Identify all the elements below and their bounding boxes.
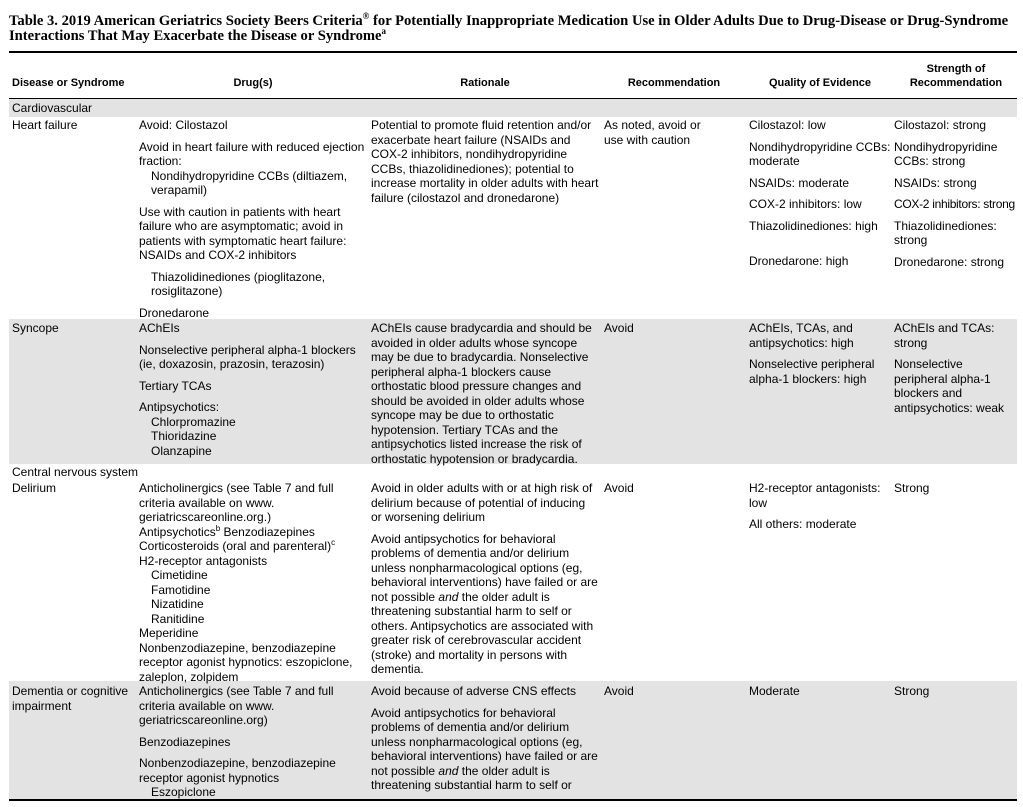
row-hf-disease: Heart failure	[12, 118, 78, 132]
drug-item: Dronedarone	[139, 305, 210, 320]
row-delirium-disease: Delirium	[12, 481, 57, 495]
section-band-cardiovascular	[9, 99, 1017, 117]
row-syncope-quality: AChEIs, TCAs, and antipsychotics: high Nonselective peripheral alpha-1 blockers: high	[749, 321, 875, 386]
row-hf-quality: Cilostazol: low Nondihydropyridine CCBs: moderate NSAIDs: moderate COX-2 inhibitors: low Thiazolidinediones: high Dronedarone: high	[749, 118, 891, 268]
table-caption: Table 3. 2019 American Geriatrics Society Beers Criteria® for Potentially Inappropriate Medication Use in Older Adults Due to Drug-Disease or Drug-Syndrome Interactions That May Exacerbate the Disease or Syndrome$^a$	[9, 11, 1009, 44]
table-top-rule	[9, 51, 1017, 53]
row-delirium-rationale: Avoid in older adults with or at high risk of delirium because of potential of inducing or worsening delirium Avoid antipsychotics for behavioral problems of dementia and/or delirium unless nonpharmacological options (eg, behavioral interventions) have failed or are not possible and the older adult is threatening substantial harm to self or others. Antipsychotics are associated with greater risk of cerebrovascular accident (stroke) and mortality in persons with dementia.	[371, 481, 598, 676]
row-hf-rationale: Potential to promote fluid retention and/or exacerbate heart failure (NSAIDs and COX-2 inhibitors, nondihydropyridine CCBs, thiazolidinediones); potential to increase mortality in older adults with heart failure (cilostazol and dronedarone)	[371, 118, 599, 205]
header-rationale: Rationale	[460, 77, 510, 89]
row-dementia-strength: Strong	[894, 684, 930, 698]
row-hf-recommendation: As noted, avoid or use with caution	[604, 118, 701, 147]
row-syncope-rationale: AChEIs cause bradycardia and should be avoided in older adults whose syncope may be due to bradycardia. Nonselective peripheral alpha-1 blockers cause orthostatic blood pressure changes and should be avoided in older adults whose syncope may be due to orthostatic hypotension. Tertiary TCAs and the antipsychotics listed increase the risk of orthostatic hypotension or bradycardia.	[371, 321, 592, 466]
drug-item: Avoid: Cilostazol	[139, 118, 228, 132]
row-hf-strength: Cilostazol: strong Nondihydropyridine CCBs: strong NSAIDs: strong COX-2 inhibitors: strong Thiazolidinediones: strong Dronedarone: strong	[894, 118, 1015, 269]
drug-item: Avoid in heart failure with reduced ejection fraction:	[139, 139, 365, 168]
row-syncope-disease: Syncope	[12, 321, 59, 335]
section-cardiovascular: Cardiovascular	[12, 101, 93, 115]
row-delirium-recommendation: Avoid	[604, 481, 634, 495]
row-dementia-disease: Dementia or cognitive impairment	[12, 684, 129, 713]
header-drugs: Drug(s)	[233, 77, 273, 89]
row-syncope-recommendation: Avoid	[604, 321, 634, 335]
row-hf-drugs	[139, 118, 367, 327]
header-recommendation: Recommendation	[627, 77, 721, 89]
row-delirium-quality: H2-receptor antagonists: low All others: moderate	[749, 481, 881, 531]
drug-item: Thiazolidinediones (pioglitazone, rosiglitazone)	[151, 269, 326, 298]
header-quality: Quality of Evidence	[768, 77, 872, 89]
row-delirium-drugs: Anticholinergics (see Table 7 and full criteria available on www. geriatricscareonline.org.) Antipsychotics$^b$ Benzodiazepines Corticosteroids (oral and parenteral)$^c$ H2-receptor antagonists Cimetidine Famotidine Nizatidine Ranitidine Meperidine Nonbenzodiazepine, benzodiazepine receptor agonist hypnotics: eszopiclone, zaleplon, zolpidem	[139, 481, 353, 684]
table-bottom-rule	[9, 799, 1017, 801]
header-disease: Disease or Syndrome	[12, 77, 125, 89]
row-syncope-drugs: AChEIs Nonselective peripheral alpha-1 blockers (ie, doxazosin, prazosin, terazosin) Tertiary TCAs Antipsychotics: Chlorpromazine Thioridazine Olanzapine	[139, 321, 356, 458]
drug-item: Nondihydropyridine CCBs (diltiazem, verapamil)	[151, 168, 348, 197]
row-delirium-strength: Strong	[894, 481, 930, 495]
drug-item: Use with caution in patients with heart failure who are asymptomatic; avoid in patients with symptomatic heart failure: NSAIDs and COX-2 inhibitors	[139, 204, 347, 262]
row-syncope-strength: AChEIs and TCAs: strong Nonselective peripheral alpha-1 blockers and antipsychotics: weak	[894, 321, 1005, 415]
row-dementia-rationale: Avoid because of adverse CNS effects Avoid antipsychotics for behavioral problems of dementia and/or delirium unless nonpharmacological options (eg, behavioral interventions) have failed or are not possible and the older adult is threatening substantial harm to self or	[371, 684, 598, 792]
row-dementia-quality: Moderate	[749, 684, 800, 698]
section-cns: Central nervous system	[12, 465, 139, 479]
header-strength: Strength of Recommendation	[909, 63, 1003, 89]
row-dementia-recommendation: Avoid	[604, 684, 634, 698]
row-dementia-drugs: Anticholinergics (see Table 7 and full criteria available on www. geriatricscareonline.org) Benzodiazepines Nonbenzodiazepine, benzodiazepine receptor agonist hypnotics Eszopiclone	[139, 684, 336, 799]
